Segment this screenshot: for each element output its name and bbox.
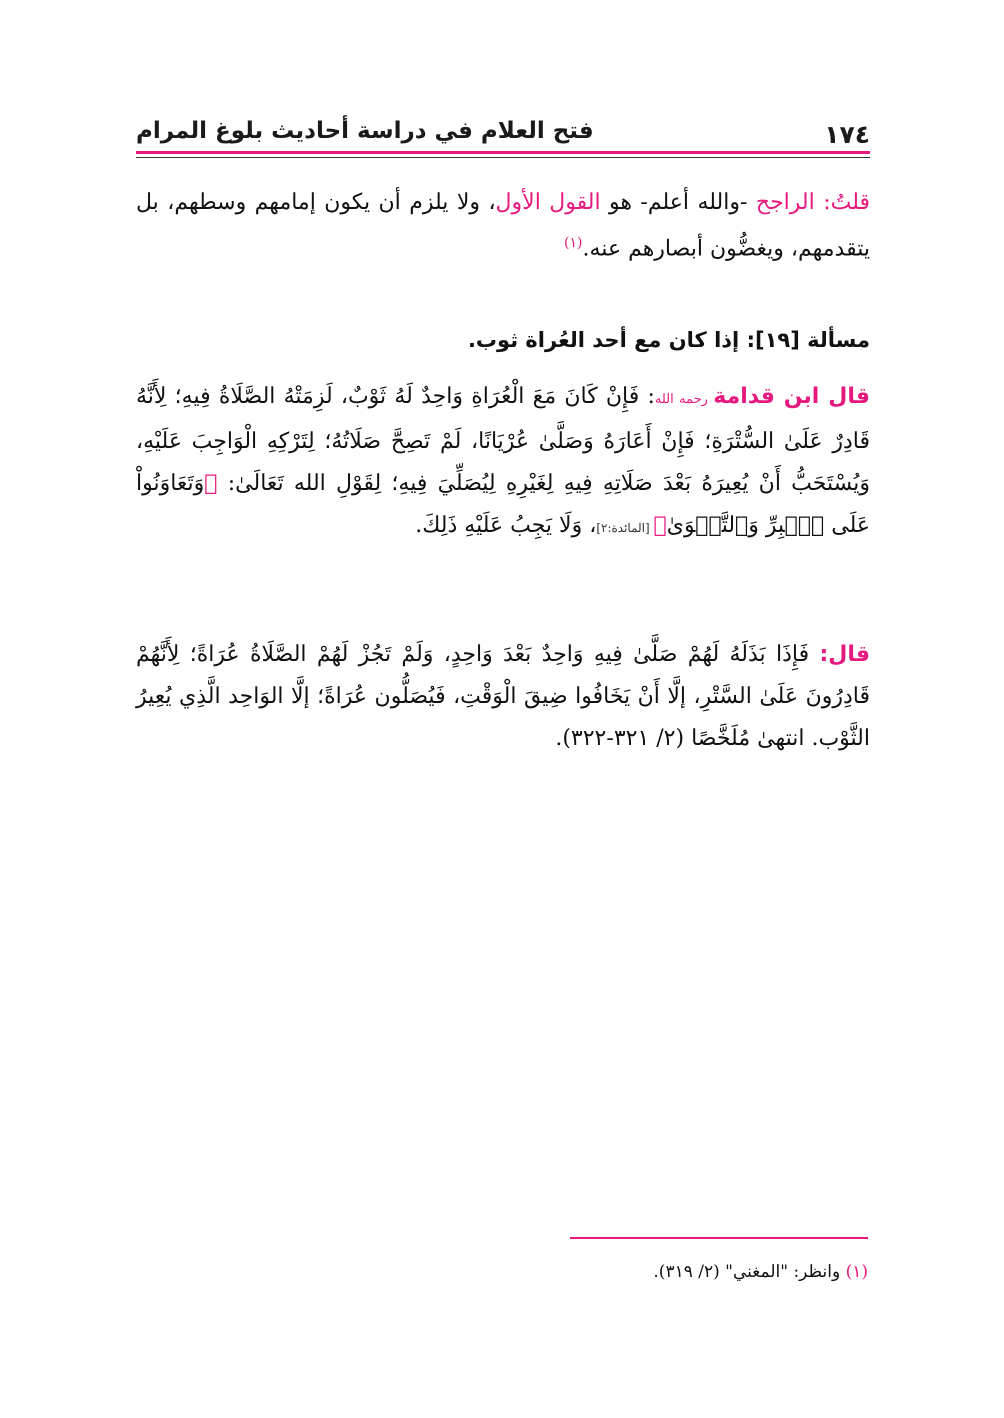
quote-text: فَإِذَا بَذَلَهُ لَهُمْ صَلَّىٰ فِيهِ وَاحِدٌ بَعْدَ وَاحِدٍ، وَلَمْ تَجُزْ لَهُمْ الصَّلَاةُ عُرَاةً؛ لِأَنَّهُمْ قَادِرُونَ عَلَىٰ السَّتْرِ، إلَّا أَنْ يَخَافُوا ضِيقَ الْوَقْتِ، فَيُصَلُّون عُرَاةً؛ إلَّا الوَاحِد الَّذِي يُعِيرُ الثَّوْب. انتهىٰ مُلَخَّصًا (٢/ ٣٢١-٣٢٢).	[136, 642, 871, 751]
verse-open-ornament: ﴿	[204, 471, 218, 496]
paragraph-ibn-qudama	[136, 376, 870, 549]
header-rule	[136, 157, 870, 158]
quran-verse: وَتَعَاوَنُواْ عَلَى ٱلۡبِرِّ وَٱلتَّقۡوَىٰ	[136, 471, 870, 538]
paragraph-opinion	[136, 183, 870, 269]
verse-close-ornament: ﴾	[653, 513, 667, 538]
honorific: رحمه الله	[654, 392, 714, 407]
footnote-number: (١)	[845, 1262, 868, 1282]
lead-word: قلتُ:	[823, 190, 871, 215]
footnote	[653, 1262, 868, 1282]
header-rule-accent	[136, 151, 870, 154]
speaker-ibn-qudama: قال ابن قدامة	[713, 384, 870, 409]
footnote-rule	[570, 1237, 868, 1239]
page-number: ١٧٤	[824, 120, 870, 149]
quote-text: : فَإِنْ كَانَ مَعَ الْعُرَاةِ وَاحِدٌ لَهُ ثَوْبٌ، لَزِمَتْهُ الصَّلَاةُ فِيهِ؛ لِأَنَّهُ قَادِرٌ عَلَىٰ السُّتْرَةِ؛ فَإِنْ أَعَارَهُ وَصَلَّىٰ عُرْيَانًا، لَمْ تَصِحَّ صَلَاتُهُ؛ لِتَرْكِهِ الْوَاجِبَ عَلَيْهِ، وَيُسْتَحَبُّ أَنْ يُعِيرَهُ بَعْدَ صَلَاتِهِ فِيهِ لِغَيْرِهِ لِيُصَلِّيَ فِيهِ؛ لِقَوْلِ الله تَعَالَىٰ:	[136, 384, 870, 496]
highlight-preferred: الراجح	[747, 190, 824, 215]
speaker-qala: قال:	[819, 642, 870, 667]
verse-reference: [المائدة:٢]	[596, 521, 654, 535]
quote-tail: ، وَلَا يَجِبُ عَلَيْهِ ذَلِكَ.	[415, 513, 597, 538]
issue-label: مسألة [١٩]:	[746, 328, 870, 352]
footnote-marker[interactable]: (١)	[564, 235, 583, 251]
paragraph-qala	[136, 634, 870, 760]
footnote-text: وانظر: "المغني" (٢/ ٣١٩).	[653, 1262, 846, 1282]
book-title: فتح العلام في دراسة أحاديث بلوغ المرام	[136, 118, 594, 144]
highlight-first-opinion: القول الأول	[495, 190, 601, 215]
text-segment: ، ولا يلزم أن يكون إمامهم وسطهم، بل يتقدمهم، ويغضُّون أبصارهم عنه.	[136, 190, 870, 262]
page-header	[136, 116, 870, 156]
issue-text: إذا كان مع أحد العُراة ثوب.	[467, 328, 747, 352]
issue-heading	[136, 320, 870, 360]
text-segment: -والله أعلم- هو	[600, 190, 748, 215]
